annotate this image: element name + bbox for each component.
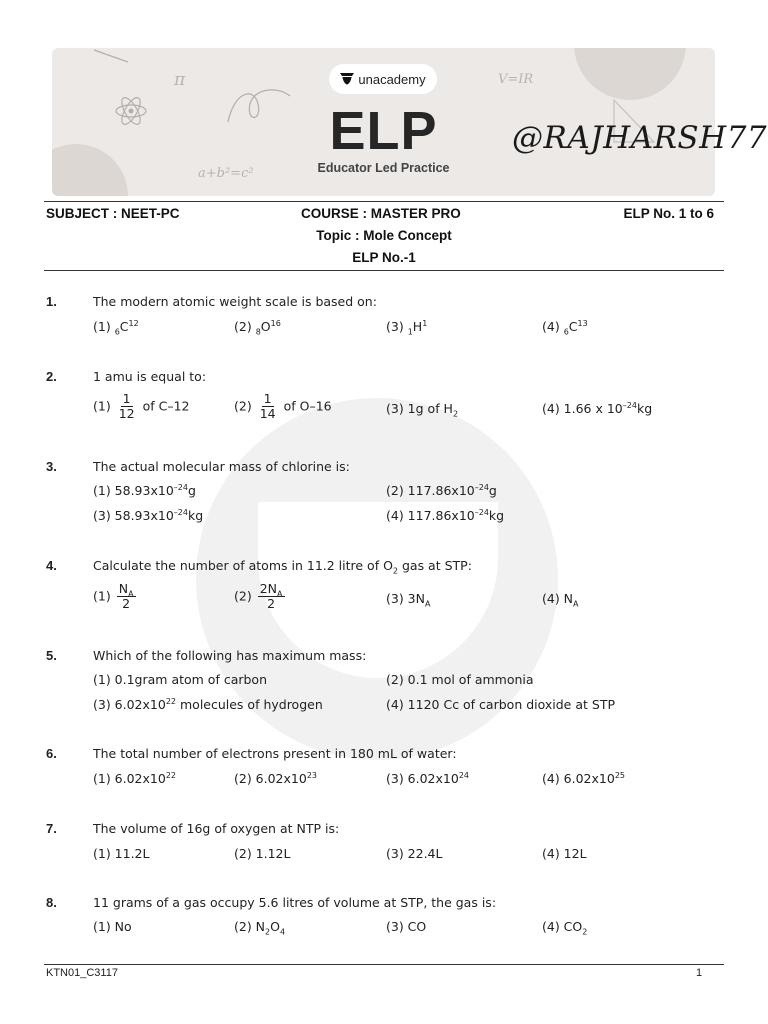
unacademy-logo xyxy=(329,64,437,94)
elp-number-label: ELP No.-1 xyxy=(352,250,416,265)
option-4: (4) 1.66 x $10^{-24}kg$ xyxy=(542,400,653,416)
subject-label: SUBJECT : NEET-PC xyxy=(46,206,180,221)
elp-subtitle: Educator Led Practice xyxy=(317,161,450,175)
option-1: (1) $58.93x10^{-24}g$ xyxy=(93,482,196,498)
option-3: (3) $6.02x10^{24}$ xyxy=(386,770,470,786)
option-3: (3) CO xyxy=(386,919,427,934)
footer-divider xyxy=(44,964,724,965)
question-stem: Which of the following has maximum mass: xyxy=(93,648,367,663)
question-stem: 1 amu is equal to: xyxy=(93,369,207,384)
option-2: (2) $_8O^{16}$ xyxy=(234,318,281,337)
option-2: (2) $N_2O_4$ xyxy=(234,919,286,937)
question-number: 8. xyxy=(46,895,57,910)
option-4: (4) $6.02x10^{25}$ xyxy=(542,770,626,786)
option-4: (4) 1120 Cc of carbon dioxide at STP xyxy=(386,697,615,712)
divider xyxy=(44,201,724,202)
question-stem: The modern atomic weight scale is based on: xyxy=(93,294,377,309)
elp-title: ELP xyxy=(329,101,438,161)
author-handle: @RAJHARSH77 xyxy=(512,120,768,156)
question-number: 6. xyxy=(46,746,57,761)
option-4: (4) $CO_2$ xyxy=(542,919,588,937)
question-number: 5. xyxy=(46,648,57,663)
fraction: $\frac{1}{12}$ xyxy=(118,391,135,422)
ohm-law-doodle: V=IR xyxy=(498,72,534,87)
option-1: (1) $\frac{N_A}{2}$ xyxy=(93,581,134,612)
option-1: (1) 11.2L xyxy=(93,846,150,861)
option-2: (2) $\frac{2N_A}{2}$ xyxy=(234,581,283,612)
option-1: (1) $6.02x10^{22}$ xyxy=(93,770,177,786)
question-number: 4. xyxy=(46,558,57,573)
unacademy-logo-icon xyxy=(340,73,354,85)
elp-range-label: ELP No. 1 to 6 xyxy=(623,206,714,221)
question-number: 2. xyxy=(46,369,57,384)
question-number: 3. xyxy=(46,459,57,474)
question-number: 1. xyxy=(46,294,57,309)
pi-doodle: π xyxy=(174,70,186,90)
fraction: $\frac{2N_A}{2}$ xyxy=(259,581,283,612)
question-stem: 11 grams of a gas occupy 5.6 litres of volume at STP, the gas is: xyxy=(93,895,497,910)
option-1: (1) $_6C^{12}$ xyxy=(93,318,139,337)
option-3: (3) $3N_A$ xyxy=(386,591,431,609)
option-3: (3) 1g of $H_2$ xyxy=(386,401,459,419)
document-code: KTN01_C3117 xyxy=(46,967,118,979)
option-4: (4) 12L xyxy=(542,846,587,861)
question-number: 7. xyxy=(46,821,57,836)
option-1: (1) 0.1gram atom of carbon xyxy=(93,672,267,687)
topic-label: Topic : Mole Concept xyxy=(316,228,452,243)
option-3: (3) 22.4L xyxy=(386,846,443,861)
option-1: (1) $\frac{1}{12}$ of C–12 xyxy=(93,391,190,422)
option-3: (3) $58.93x10^{-24}kg$ xyxy=(93,507,204,523)
page-number: 1 xyxy=(696,967,703,979)
question-stem: Calculate the number of atoms in 11.2 litre of $O_2$ gas at STP: xyxy=(93,558,472,576)
course-label: COURSE : MASTER PRO xyxy=(301,206,461,221)
option-2: (2) $117.86x10^{-24}g$ xyxy=(386,482,497,498)
option-2: (2) 1.12L xyxy=(234,846,291,861)
option-3: (3) $_1H^1$ xyxy=(386,318,428,337)
question-stem: The actual molecular mass of chlorine is: xyxy=(93,459,350,474)
option-1: (1) No xyxy=(93,919,132,934)
option-4: (4) $N_A$ xyxy=(542,591,579,609)
divider xyxy=(44,270,724,271)
fraction: $\frac{N_A}{2}$ xyxy=(118,581,134,612)
option-2: (2) 0.1 mol of ammonia xyxy=(386,672,534,687)
question-stem: The total number of electrons present in 180 mL of water: xyxy=(93,746,457,761)
option-4: (4) $_6C^{13}$ xyxy=(542,318,588,337)
option-2: (2) $6.02x10^{23}$ xyxy=(234,770,318,786)
fraction: $\frac{1}{14}$ xyxy=(259,391,276,422)
option-2: (2) $\frac{1}{14}$ of O–16 xyxy=(234,391,332,422)
question-stem: The volume of 16g of oxygen at NTP is: xyxy=(93,821,340,836)
option-3: (3) $6.02x10^{22}$ molecules of hydrogen xyxy=(93,696,323,712)
brand-name: unacademy xyxy=(358,71,426,87)
equation-doodle: a+b²=c² xyxy=(198,166,254,181)
triangle-doodle-icon xyxy=(92,48,132,64)
option-4: (4) $117.86x10^{-24}kg$ xyxy=(386,507,505,523)
